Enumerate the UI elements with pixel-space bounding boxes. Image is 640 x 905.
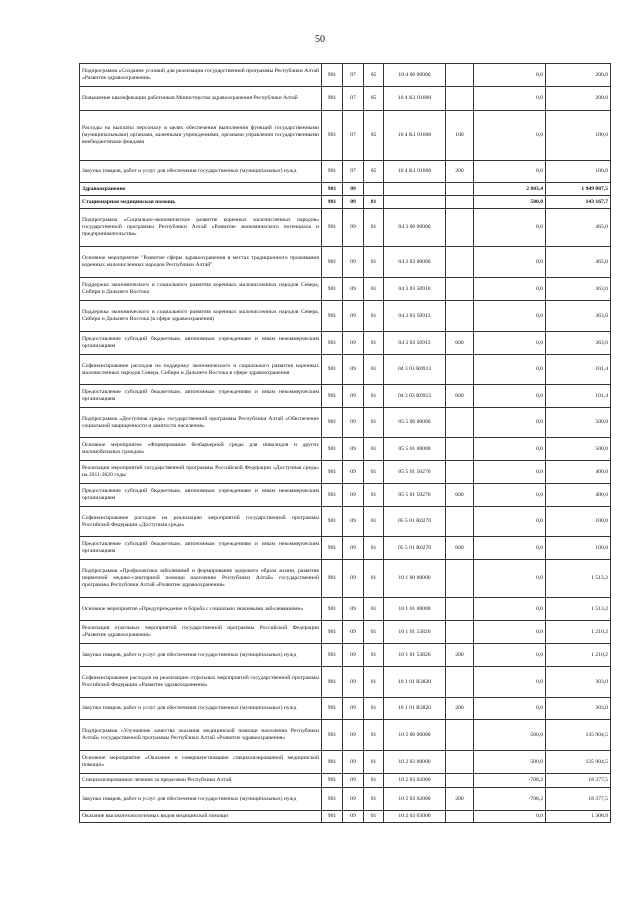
admin-code-cell: 901 [322,507,343,537]
admin-code-cell: 901 [322,537,343,560]
target-article-cell: 05 5 01 00000 [384,438,446,461]
total-amount-cell: 500,0 [546,438,611,461]
change-amount-cell: 0,0 [474,87,546,111]
section-code-cell: 09 [343,183,364,196]
change-amount-cell: 0,0 [474,698,546,720]
admin-code-cell: 901 [322,811,343,823]
admin-code-cell: 901 [322,247,343,278]
expense-type-cell [446,196,474,209]
subsection-code-cell: 01 [364,209,384,247]
table-row [80,644,611,667]
expense-type-cell: 200 [446,788,474,811]
row-name-cell: Софинансирование расходов на реализацию отдельных мероприятий государственной программы Российской Федерации «Развитие здравоохранения» [80,667,322,698]
expense-type-cell: 600 [446,385,474,408]
expense-type-cell [446,621,474,644]
expense-type-cell [446,64,474,87]
table-row [80,720,611,751]
section-code-cell: 09 [343,385,364,408]
total-amount-cell: 1 949 087,5 [546,183,611,196]
section-code-cell: 09 [343,621,364,644]
change-amount-cell: 0,0 [474,537,546,560]
row-name-cell: Закупка товаров, работ и услуг для обеспечения государственных (муниципальных) нужд [80,161,322,183]
section-code-cell: 09 [343,408,364,438]
row-name-cell: Расходы на выплаты персоналу в целях обеспечения выполнения функций государственными (муниципальными) органами, казенными учреждениями, органами управления государственными внебюджетными фондами [80,111,322,161]
target-article-cell: 10 4 K1 01000 [384,87,446,111]
change-amount-cell: 0,0 [474,507,546,537]
change-amount-cell: 0,0 [474,811,546,823]
table-row [80,484,611,507]
row-name-cell: Реализация мероприятий государственной программы Российской Федерации «Доступная среда» на 2011-2020 годы [80,461,322,484]
admin-code-cell: 901 [322,196,343,209]
section-code-cell: 09 [343,438,364,461]
target-article-cell: 04 3 00 00000 [384,209,446,247]
change-amount-cell: 500,0 [474,751,546,774]
subsection-code-cell: 01 [364,667,384,698]
target-article-cell: 10 1 01 R3820 [384,698,446,720]
target-article-cell: 10 1 00 00000 [384,560,446,598]
subsection-code-cell: 01 [364,461,384,484]
total-amount-cell: 200,0 [546,87,611,111]
table-row [80,811,611,823]
change-amount-cell: 0,0 [474,247,546,278]
admin-code-cell: 901 [322,720,343,751]
row-name-cell: Основное мероприятие «Формирование безбарьерной среды для инвалидов и других маломобильных граждан» [80,438,322,461]
row-name-cell: Подпрограмма «Профилактика заболеваний и формирование здорового образа жизни, развитие первичной медико-санитарной помощи населению Республики Алтай» государственной программы Республики Алтай «Развитие здравоохранения» [80,560,322,598]
admin-code-cell: 901 [322,385,343,408]
subsection-code-cell: 01 [364,644,384,667]
section-code-cell: 09 [343,209,364,247]
change-amount-cell: 0,0 [474,355,546,385]
target-article-cell: 10 2 03 02000 [384,788,446,811]
change-amount-cell: 0,0 [474,64,546,87]
total-amount-cell: 303,0 [546,698,611,720]
section-code-cell: 09 [343,355,364,385]
subsection-code-cell: 01 [364,301,384,332]
row-name-cell: Подпрограмма «Доступная среда» государственной программы Республики Алтай «Обеспечение социальной защищенности и занятости населения» [80,408,322,438]
section-code-cell: 09 [343,788,364,811]
total-amount-cell: 1 210,2 [546,621,611,644]
expense-type-cell: 200 [446,161,474,183]
target-article-cell: 04 3 03 50913 [384,332,446,355]
total-amount-cell: 303,0 [546,667,611,698]
total-amount-cell: 400,0 [546,461,611,484]
table-row [80,111,611,161]
row-name-cell: Софинансирование расходов на реализацию мероприятий государственной программы Российской Федерации «Доступная среда» [80,507,322,537]
subsection-code-cell: 05 [364,87,384,111]
admin-code-cell: 901 [322,644,343,667]
subsection-code-cell: 01 [364,196,384,209]
section-code-cell: 09 [343,278,364,301]
expense-type-cell [446,598,474,621]
table-row [80,560,611,598]
subsection-code-cell: 01 [364,811,384,823]
target-article-cell: 10 4 00 00000 [384,64,446,87]
row-name-cell: Предоставление субсидий бюджетным, автономным учреждениям и иным некоммерческим организациям [80,385,322,408]
admin-code-cell: 901 [322,87,343,111]
change-amount-cell: 500,0 [474,720,546,751]
table-row [80,183,611,196]
admin-code-cell: 901 [322,301,343,332]
row-name-cell: Закупка товаров, работ и услуг для обеспечения государственных (муниципальных) нужд [80,698,322,720]
change-amount-cell: 0,0 [474,278,546,301]
target-article-cell: 10 4 K1 01000 [384,161,446,183]
row-name-cell: Оказание высокотехнологичных видов медицинской помощи [80,811,322,823]
table-row [80,598,611,621]
target-article-cell: 04 3 03 50910 [384,278,446,301]
admin-code-cell: 901 [322,598,343,621]
table-row [80,438,611,461]
admin-code-cell: 901 [322,751,343,774]
section-code-cell: 09 [343,751,364,774]
admin-code-cell: 901 [322,278,343,301]
admin-code-cell: 901 [322,355,343,385]
target-article-cell: 10 2 03 02000 [384,774,446,788]
change-amount-cell: 0,0 [474,209,546,247]
total-amount-cell: 400,0 [546,484,611,507]
expense-type-cell [446,720,474,751]
admin-code-cell: 901 [322,111,343,161]
change-amount-cell: 0,0 [474,385,546,408]
expense-type-cell [446,560,474,598]
subsection-code-cell: 01 [364,385,384,408]
target-article-cell: 10 2 03 03000 [384,811,446,823]
row-name-cell: Подпрограмма «Создание условий для реализации государственной программы Республики Алтай «Развитие здравоохранения» [80,64,322,87]
expense-type-cell: 200 [446,698,474,720]
change-amount-cell: 0,0 [474,332,546,355]
change-amount-cell: 0,0 [474,438,546,461]
table-row [80,537,611,560]
target-article-cell: 05 5 00 00000 [384,408,446,438]
change-amount-cell: 500,0 [474,196,546,209]
change-amount-cell: 0,0 [474,667,546,698]
admin-code-cell: 901 [322,698,343,720]
change-amount-cell: 0,0 [474,161,546,183]
expense-type-cell [446,438,474,461]
subsection-code-cell: 01 [364,774,384,788]
target-article-cell: 04 3 03 R0913 [384,355,446,385]
total-amount-cell: 1 210,2 [546,644,611,667]
total-amount-cell: 18 377,5 [546,788,611,811]
change-amount-cell: -708,2 [474,774,546,788]
subsection-code-cell: 05 [364,111,384,161]
expense-type-cell [446,87,474,111]
target-article-cell [384,183,446,196]
row-name-cell: Подпрограмма «Улучшение качества оказания медицинской помощи населению Республики Алтай» государственной программы Республики Алтай «Развитие здравоохранения» [80,720,322,751]
section-code-cell: 09 [343,698,364,720]
total-amount-cell: 465,0 [546,247,611,278]
subsection-code-cell: 01 [364,408,384,438]
total-amount-cell: 135 904,5 [546,751,611,774]
target-article-cell: 04 3 03 R0913 [384,385,446,408]
section-code-cell: 09 [343,301,364,332]
section-code-cell: 09 [343,461,364,484]
table-row [80,507,611,537]
target-article-cell: 05 5 01 R0270 [384,507,446,537]
table-row [80,788,611,811]
section-code-cell: 09 [343,598,364,621]
total-amount-cell: 363,6 [546,301,611,332]
total-amount-cell: 200,0 [546,64,611,87]
subsection-code-cell: 01 [364,598,384,621]
subsection-code-cell: 01 [364,537,384,560]
table-row [80,667,611,698]
page-number: 50 [315,34,325,45]
total-amount-cell: 100,0 [546,161,611,183]
subsection-code-cell: 01 [364,507,384,537]
row-name-cell: Подпрограмма «Социально-экономическое развитие коренных малочисленных народов» государственной программы Республики Алтай «Развитие экономического потенциала и предпринимательства» [80,209,322,247]
section-code-cell: 07 [343,161,364,183]
total-amount-cell: 363,6 [546,332,611,355]
subsection-code-cell: 01 [364,355,384,385]
section-code-cell: 09 [343,196,364,209]
target-article-cell: 05 5 01 50270 [384,461,446,484]
subsection-code-cell: 05 [364,161,384,183]
section-code-cell: 09 [343,537,364,560]
table-row [80,209,611,247]
target-article-cell: 10 1 01 00000 [384,598,446,621]
change-amount-cell: 0,0 [474,461,546,484]
section-code-cell: 09 [343,332,364,355]
total-amount-cell: 1 513,2 [546,598,611,621]
expense-type-cell: 100 [446,111,474,161]
total-amount-cell: 100,0 [546,537,611,560]
target-article-cell: 10 1 01 53820 [384,621,446,644]
change-amount-cell: -708,2 [474,788,546,811]
total-amount-cell: 143 167,7 [546,196,611,209]
change-amount-cell: 0,0 [474,408,546,438]
table-row [80,355,611,385]
change-amount-cell: 0,0 [474,111,546,161]
expense-type-cell [446,278,474,301]
subsection-code-cell: 01 [364,484,384,507]
subsection-code-cell: 01 [364,438,384,461]
expense-type-cell [446,209,474,247]
target-article-cell: 10 1 01 R3820 [384,667,446,698]
table-row [80,698,611,720]
subsection-code-cell: 01 [364,698,384,720]
admin-code-cell: 901 [322,183,343,196]
section-code-cell: 07 [343,87,364,111]
table-row [80,751,611,774]
row-name-cell: Специализированное лечение за пределами Республики Алтай [80,774,322,788]
budget-table [79,63,611,823]
section-code-cell: 09 [343,507,364,537]
table-row [80,64,611,87]
admin-code-cell: 901 [322,560,343,598]
change-amount-cell: 0,0 [474,621,546,644]
section-code-cell: 09 [343,484,364,507]
expense-type-cell [446,507,474,537]
target-article-cell: 05 5 01 R0270 [384,537,446,560]
expense-type-cell [446,408,474,438]
row-name-cell: Закупка товаров, работ и услуг для обеспечения государственных (муниципальных) нужд [80,644,322,667]
row-name-cell: Предоставление субсидий бюджетным, автономным учреждениям и иным некоммерческим организациям [80,484,322,507]
expense-type-cell [446,183,474,196]
subsection-code-cell: 01 [364,788,384,811]
change-amount-cell: 0,0 [474,560,546,598]
row-name-cell: Поддержка экономического и социального развития коренных малочисленных народов Севера, Сибири и Дальнего Востока [80,278,322,301]
row-name-cell: Закупка товаров, работ и услуг для обеспечения государственных (муниципальных) нужд [80,788,322,811]
change-amount-cell: 0,0 [474,644,546,667]
expense-type-cell [446,811,474,823]
row-name-cell: Основное мероприятие «Оказание и совершенствование специализированной медицинской помощи» [80,751,322,774]
total-amount-cell: 500,0 [546,408,611,438]
subsection-code-cell: 01 [364,751,384,774]
expense-type-cell [446,355,474,385]
table-row [80,161,611,183]
total-amount-cell: 1 513,2 [546,560,611,598]
row-name-cell: Здравоохранение [80,183,322,196]
admin-code-cell: 901 [322,484,343,507]
expense-type-cell [446,461,474,484]
total-amount-cell: 363,6 [546,278,611,301]
row-name-cell: Предоставление субсидий бюджетным, автономным учреждениям и иным некоммерческим организациям [80,332,322,355]
admin-code-cell: 901 [322,438,343,461]
section-code-cell: 09 [343,720,364,751]
row-name-cell: Основное мероприятие «Предупреждение и борьба с социально значимыми заболеваниями» [80,598,322,621]
expense-type-cell: 600 [446,332,474,355]
section-code-cell: 07 [343,64,364,87]
subsection-code-cell: 01 [364,247,384,278]
expense-type-cell: 600 [446,484,474,507]
target-article-cell [384,196,446,209]
table-row [80,461,611,484]
expense-type-cell [446,751,474,774]
total-amount-cell: 101,4 [546,385,611,408]
table-row [80,385,611,408]
subsection-code-cell: 01 [364,720,384,751]
section-code-cell: 09 [343,644,364,667]
row-name-cell: Повышение квалификации работников Министерства здравоохранения Республики Алтай [80,87,322,111]
admin-code-cell: 901 [322,461,343,484]
target-article-cell: 05 5 01 50270 [384,484,446,507]
expense-type-cell [446,247,474,278]
admin-code-cell: 901 [322,774,343,788]
admin-code-cell: 901 [322,209,343,247]
table-row [80,408,611,438]
target-article-cell: 04 3 03 00000 [384,247,446,278]
subsection-code-cell [364,183,384,196]
table-row [80,774,611,788]
table-row [80,87,611,111]
section-code-cell: 07 [343,111,364,161]
row-name-cell: Предоставление субсидий бюджетным, автономным учреждениям и иным некоммерческим организациям [80,537,322,560]
change-amount-cell: 0,0 [474,598,546,621]
table-row [80,332,611,355]
row-name-cell: Стационарная медицинская помощь [80,196,322,209]
row-name-cell: Основное мероприятие "Развитие сферы здравоохранения в местах традиционного проживания коренных малочисленных народов Республики Алтай" [80,247,322,278]
total-amount-cell: 101,4 [546,355,611,385]
admin-code-cell: 901 [322,667,343,698]
total-amount-cell: 1 308,9 [546,811,611,823]
subsection-code-cell: 01 [364,278,384,301]
admin-code-cell: 901 [322,621,343,644]
section-code-cell: 09 [343,247,364,278]
admin-code-cell: 901 [322,788,343,811]
subsection-code-cell: 01 [364,621,384,644]
expense-type-cell: 600 [446,537,474,560]
subsection-code-cell: 01 [364,332,384,355]
table-row [80,278,611,301]
table-body [80,64,611,823]
total-amount-cell: 18 377,5 [546,774,611,788]
change-amount-cell: 0,0 [474,301,546,332]
subsection-code-cell: 01 [364,560,384,598]
change-amount-cell: 2 803,4 [474,183,546,196]
row-name-cell: Поддержка экономического и социального развития коренных малочисленных народов Севера, Сибири и Дальнего Востока (в сфере здравоохранения) [80,301,322,332]
total-amount-cell: 135 904,5 [546,720,611,751]
change-amount-cell: 0,0 [474,484,546,507]
total-amount-cell: 100,0 [546,111,611,161]
row-name-cell: Реализация отдельных мероприятий государственной программы Российской Федерации «Развитие здравоохранения» [80,621,322,644]
admin-code-cell: 901 [322,64,343,87]
expense-type-cell [446,774,474,788]
section-code-cell: 09 [343,811,364,823]
table-row [80,301,611,332]
expense-type-cell [446,301,474,332]
target-article-cell: 10 1 01 53820 [384,644,446,667]
target-article-cell: 10 2 00 00000 [384,720,446,751]
section-code-cell: 09 [343,560,364,598]
admin-code-cell: 901 [322,161,343,183]
total-amount-cell: 100,0 [546,507,611,537]
admin-code-cell: 901 [322,332,343,355]
table-row [80,247,611,278]
section-code-cell: 09 [343,667,364,698]
row-name-cell: Софинансирование расходов на поддержку экономического и социального развития коренных малочисленных народов Севера, Сибири и Дальнего Востока в сфере здравоохранения [80,355,322,385]
target-article-cell: 10 2 03 00000 [384,751,446,774]
admin-code-cell: 901 [322,408,343,438]
total-amount-cell: 465,0 [546,209,611,247]
table-row [80,621,611,644]
subsection-code-cell: 05 [364,64,384,87]
expense-type-cell: 200 [446,644,474,667]
target-article-cell: 10 4 K1 01000 [384,111,446,161]
expense-type-cell [446,667,474,698]
target-article-cell: 04 3 03 50913 [384,301,446,332]
table-row [80,196,611,209]
section-code-cell: 09 [343,774,364,788]
